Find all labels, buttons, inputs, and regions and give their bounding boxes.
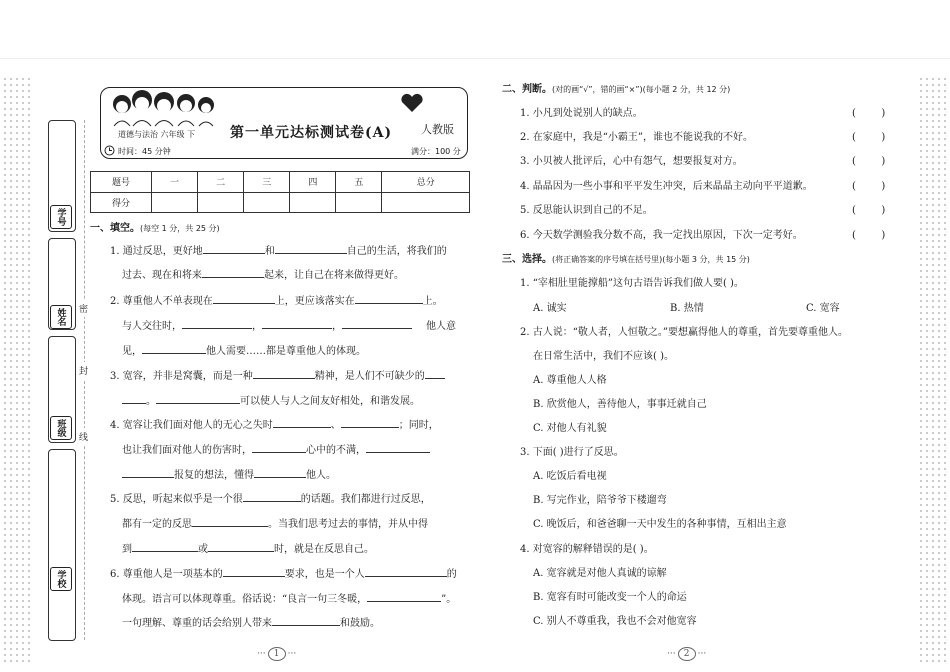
section2-heading: 二、判断。(对的画“√”，错的画“×”)(每小题 2 分，共 12 分)	[502, 84, 731, 95]
score-cell[interactable]	[152, 192, 198, 213]
choice-option[interactable]: A. 吃饭后看电视	[533, 471, 607, 482]
answer-paren[interactable]: ( )	[852, 181, 886, 192]
judge-item: 2. 在家庭中，我是“小霸王”，谁也不能说我的不好。	[520, 132, 753, 143]
page-title: 第一单元达标测试卷(A)	[230, 125, 393, 141]
exam-time: 时间：45 分钟	[118, 147, 171, 156]
score-header-cell: 题号	[91, 172, 152, 193]
left-dot-border	[2, 76, 30, 666]
answer-paren[interactable]: ( )	[852, 108, 886, 119]
fill-line: 见， 他人需要……都是尊重他人的体现。	[122, 346, 366, 357]
score-cell[interactable]	[198, 192, 244, 213]
fill-line: 。 可以使人与人之间友好相处，和谐发展。	[122, 394, 420, 408]
fill-line: 6. 尊重他人是一项基本的 要求，也是一个人 的	[110, 569, 457, 580]
choice-option[interactable]: A. 尊重他人人格	[533, 375, 607, 386]
fill-line: 一句理解、尊重的话会给别人带来 和鼓励。	[122, 618, 380, 629]
choice-option[interactable]: B. 宽容有时可能改变一个人的命运	[533, 592, 687, 603]
page-number: ··· 2 ···	[667, 649, 707, 659]
answer-paren[interactable]: ( )	[852, 132, 886, 143]
score-cell[interactable]	[244, 192, 290, 213]
score-cell[interactable]	[382, 192, 470, 213]
section1-heading: 一、填空。(每空 1 分，共 25 分)	[90, 223, 220, 234]
student-number-label: 学号	[50, 205, 72, 229]
school-box	[48, 449, 76, 641]
answer-paren[interactable]: ( )	[852, 156, 886, 167]
section3-heading: 三、选择。(将正确答案的序号填在括号里)(每小题 3 分，共 15 分)	[502, 254, 750, 265]
choice-question: 2. 古人说：“敬人者，人恒敬之。”要想赢得他人的尊重，首先要尊重他人。	[520, 327, 848, 338]
choice-option[interactable]: C. 对他人有礼貌	[533, 423, 607, 434]
page-number: ··· 1 ···	[257, 649, 297, 659]
edition-label: 人教版	[421, 123, 454, 136]
judge-item: 6. 今天数学测验我分数不高，我一定找出原因，下次一定考好。	[520, 230, 803, 241]
choice-option[interactable]: C. 晚饭后，和爸爸聊一天中发生的各种事情，互相出主意	[533, 519, 787, 530]
judge-item: 3. 小贝被人批评后，心中有怨气，想要报复对方。	[520, 156, 743, 167]
choice-option[interactable]: A. 宽容就是对他人真诚的谅解	[533, 568, 667, 579]
full-marks: 满分：100 分	[411, 147, 461, 156]
choice-option[interactable]: B. 写完作业，陪爷爷下楼遛弯	[533, 495, 667, 506]
name-label: 姓名	[50, 305, 72, 329]
score-cell[interactable]	[290, 192, 336, 213]
judge-item: 4. 晶晶因为一些小事和平平发生冲突，后来晶晶主动向平平道歉。	[520, 181, 813, 192]
choice-option[interactable]: C. 别人不尊重我，我也不会对他宽容	[533, 616, 697, 627]
clock-icon	[104, 145, 115, 156]
seal-char-feng: 封	[79, 362, 88, 379]
choice-question: 4. 对宽容的解释错误的是( )。	[520, 544, 654, 555]
fill-line: 到 或 时，就是在反思自己。	[122, 544, 374, 555]
score-header-cell: 一	[152, 172, 198, 193]
judge-item: 5. 反思能认识到自己的不足。	[520, 205, 653, 216]
fill-line: 与人交往时， ， ， 他人意	[122, 321, 456, 332]
school-label: 学校	[50, 567, 72, 591]
fill-line: 2. 尊重他人不单表现在 上，更应该落实在 上。	[110, 296, 443, 307]
fill-line: 报复的想法，懂得 他人。	[122, 468, 336, 482]
choice-question: 在日常生活中，我们不应该( )。	[533, 351, 674, 362]
heart-icon	[400, 92, 424, 114]
choice-option[interactable]: A. 诚实	[533, 303, 567, 314]
choice-option[interactable]: B. 热情	[670, 303, 704, 314]
seal-char-xian: 线	[79, 428, 88, 445]
fill-line: 体现。语言可以体现尊重。俗话说：“良言一句三冬暖， ”。	[122, 594, 457, 605]
fill-line: 4. 宽容让我们面对他人的无心之失时 、 ；同时，	[110, 420, 439, 431]
score-header-cell: 四	[290, 172, 336, 193]
score-header-cell: 五	[336, 172, 382, 193]
fill-line: 3. 宽容，并非是窝囊，而是一种 精神，是人们不可缺少的	[110, 369, 445, 383]
answer-paren[interactable]: ( )	[852, 230, 886, 241]
score-cell[interactable]	[336, 192, 382, 213]
children-illustration	[108, 88, 218, 128]
fill-line: 过去、现在和将来 起来，让自己在将来做得更好。	[122, 270, 404, 281]
choice-question: 3. 下面( )进行了反思。	[520, 447, 624, 458]
seal-char-mi: 密	[79, 300, 88, 317]
seal-line	[84, 120, 85, 640]
choice-question: 1. “宰相肚里能撑船”这句古语告诉我们做人要( )。	[520, 278, 744, 289]
score-header-cell: 总分	[382, 172, 470, 193]
subject-grade: 道德与法治 六年级 下	[118, 130, 196, 139]
fill-line: 1. 通过反思，更好地 和 自己的生活，将我们的	[110, 246, 447, 257]
score-header-cell: 二	[198, 172, 244, 193]
judge-item: 1. 小凡到处说别人的缺点。	[520, 108, 643, 119]
choice-option[interactable]: C. 宽容	[806, 303, 840, 314]
fill-line: 都有一定的反思 。当我们思考过去的事情，并从中得	[122, 519, 428, 530]
fill-line: 5. 反思，听起来似乎是一个很 的话题。我们都进行过反思，	[110, 494, 431, 505]
score-header-cell: 三	[244, 172, 290, 193]
answer-paren[interactable]: ( )	[852, 205, 886, 216]
score-table	[90, 171, 470, 213]
fill-line: 也让我们面对他人的伤害时， 心中的不满，	[122, 443, 430, 457]
score-row-label: 得分	[91, 192, 152, 213]
class-label: 班级	[50, 416, 72, 440]
right-dot-border	[918, 76, 946, 666]
choice-option[interactable]: B. 欣赏他人，善待他人，事事迁就自己	[533, 399, 707, 410]
